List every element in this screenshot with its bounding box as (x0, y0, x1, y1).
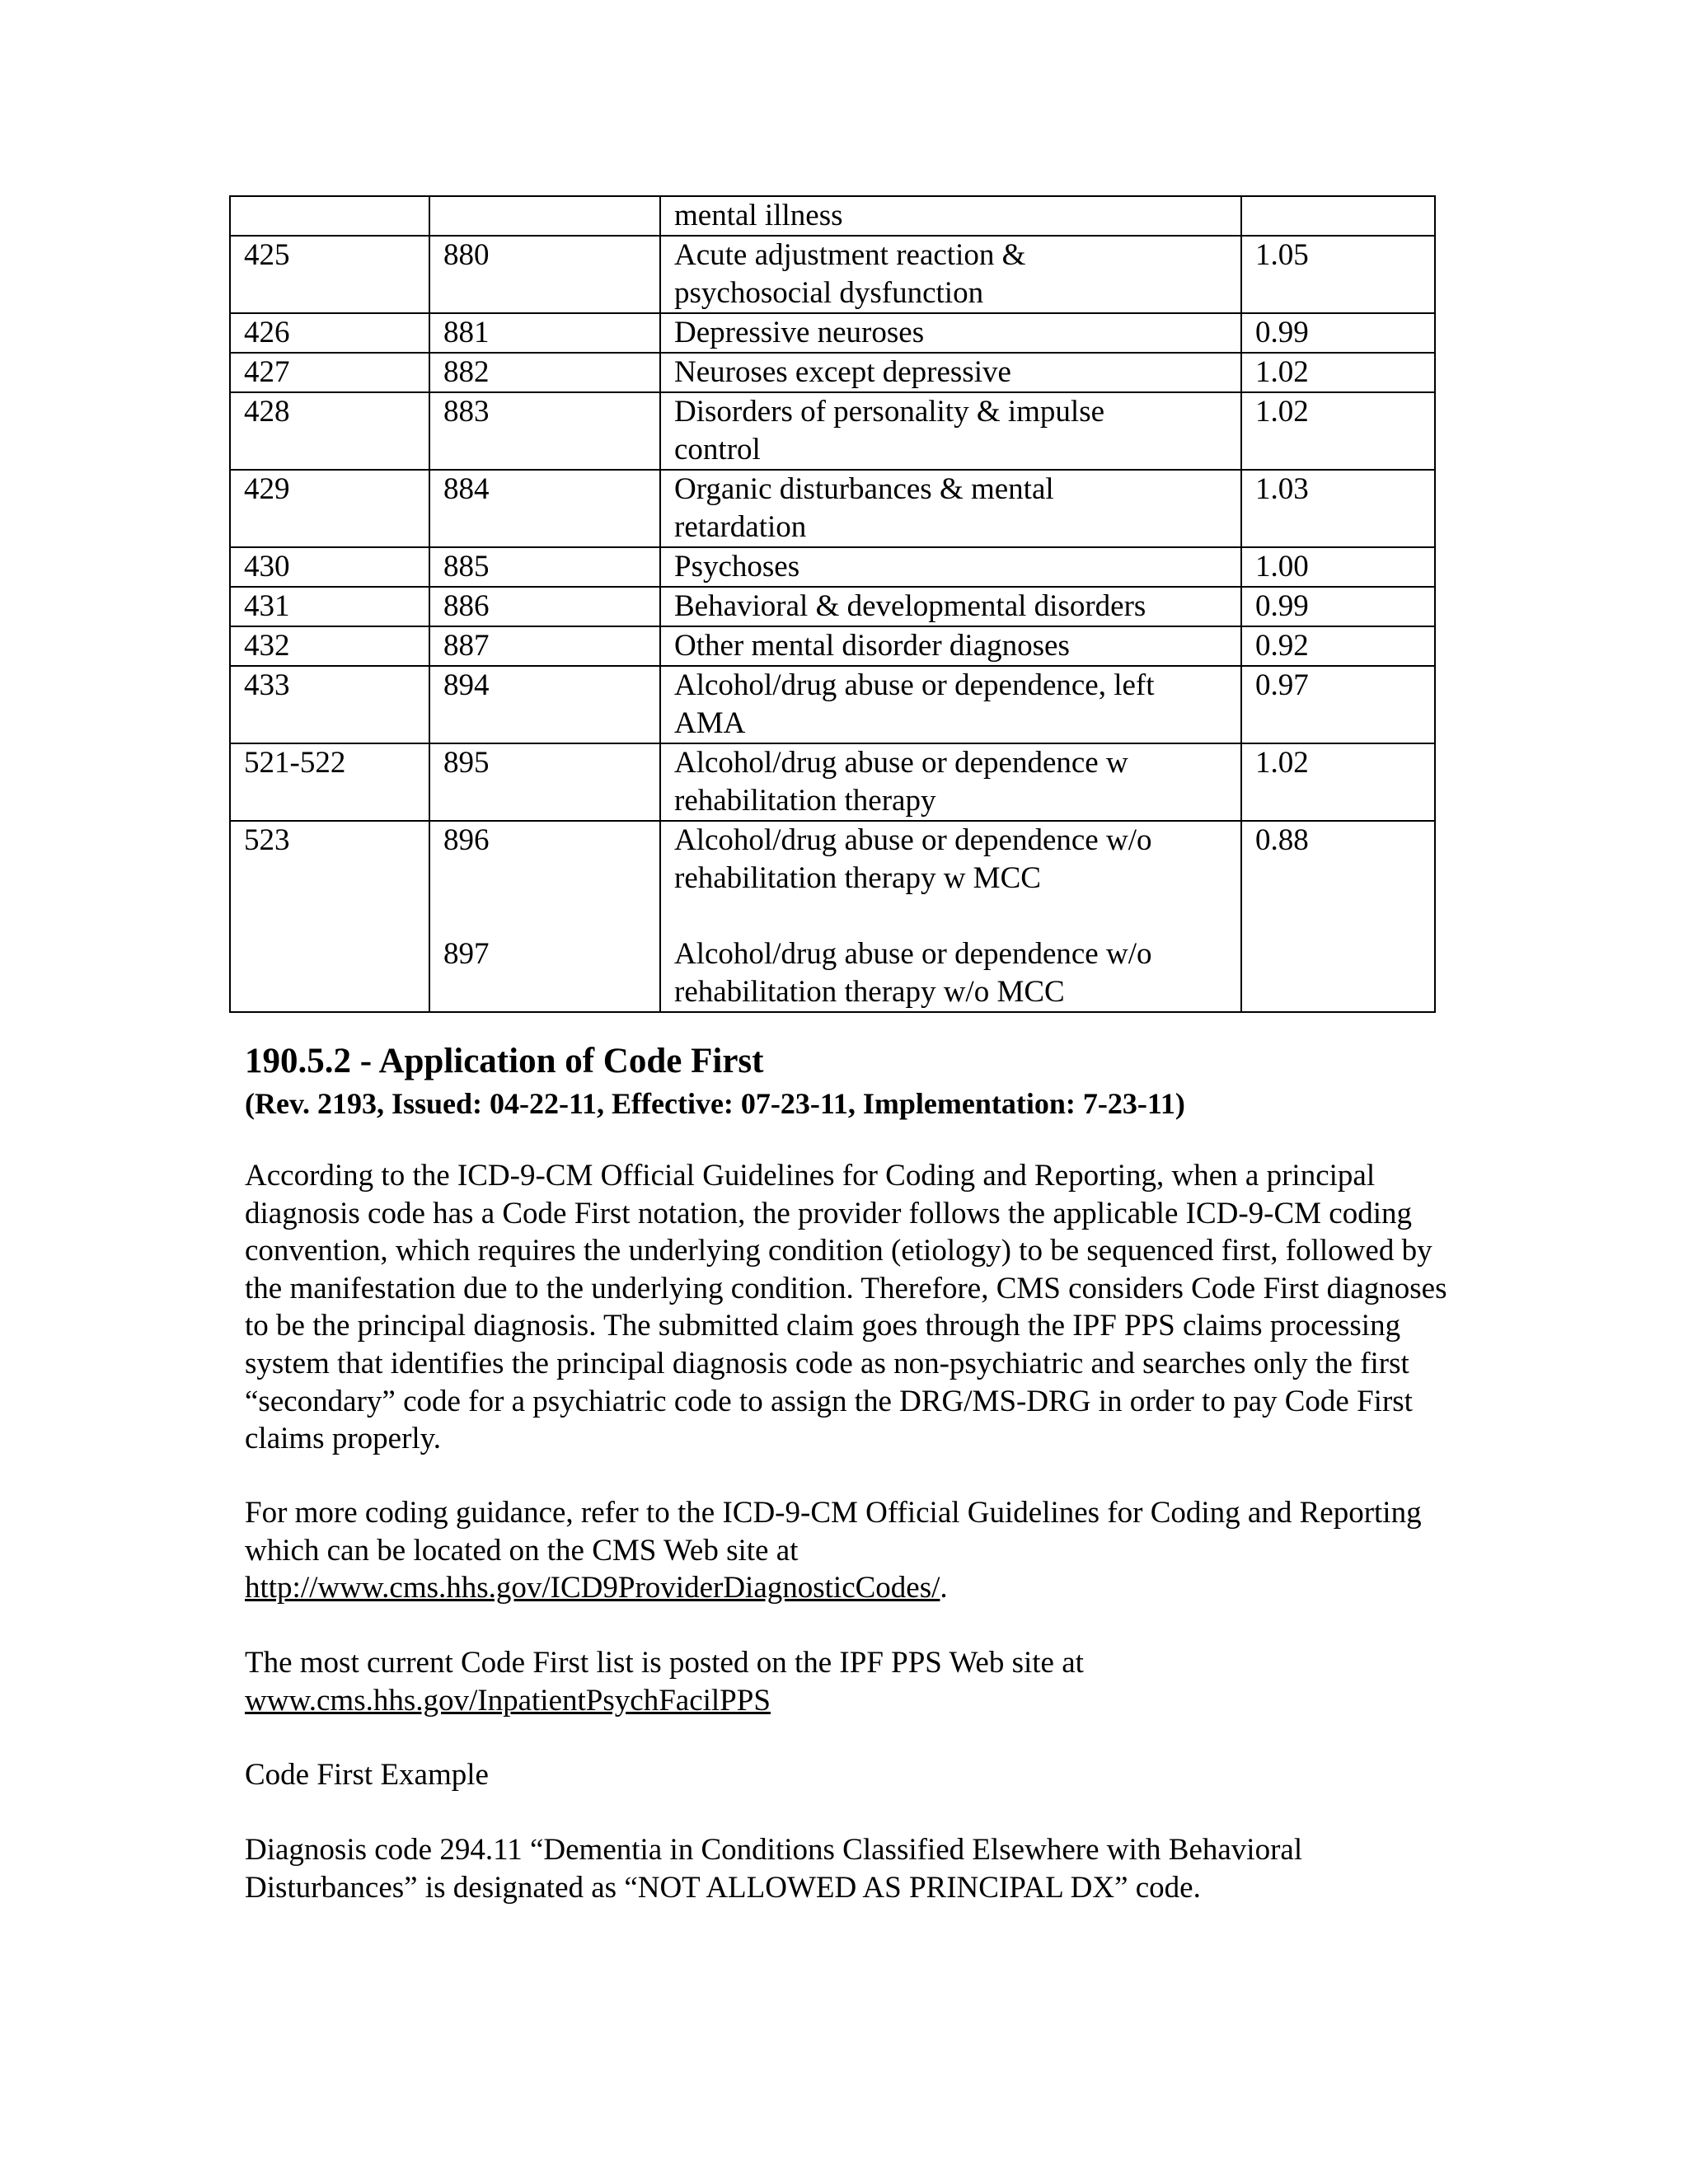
drg-description: Behavioral & developmental disorders (674, 589, 1146, 623)
adjustment-factor-cell: 0.97 (1241, 666, 1435, 743)
paragraph-code-first-list (245, 1644, 1448, 1719)
paragraph-text: For more coding guidance, refer to the ICD-9-CM Official Guidelines for Coding and Reporting which can be located on the CMS Web site at (245, 1496, 1422, 1568)
spacer (443, 509, 659, 546)
ms-drg-code: 884 (443, 472, 490, 506)
paragraph-code-first-guidelines: According to the ICD-9-CM Official Guidelines for Coding and Reporting, when a principal diagnosis code has a Code First notation, the provider follows the applicable ICD-9-CM coding convention, which requires the underlying condition (etiology) to be sequenced first, followed by the manifestation due to the underlying condition. Therefore, CMS considers Code First diagnoses to be the principal diagnosis. The submitted claim goes through the IPF PPS claims processing system that identifies the principal diagnosis code as non-psychiatric and searches only the first “secondary” code for a psychiatric code to assign the DRG/MS-DRG in order to pay Code First claims properly. (245, 1159, 1447, 1456)
ms-drg-cell (429, 547, 660, 587)
ms-drg-cell (429, 392, 660, 470)
drg-description: Organic disturbances & mental retardation (674, 472, 1054, 544)
ipf-code-cell: 425 (230, 236, 429, 313)
ms-drg-cell (429, 470, 660, 547)
spacer (443, 782, 659, 820)
ms-drg-cell (429, 587, 660, 626)
table-row (230, 743, 1435, 821)
ms-drg-code: 882 (443, 355, 490, 389)
drg-description: Disorders of personality & impulse control (674, 395, 1105, 466)
ipf-code-cell: 433 (230, 666, 429, 743)
ms-drg-code: 883 (443, 395, 490, 429)
drg-description: Depressive neuroses (674, 316, 925, 349)
description-cell (660, 392, 1241, 470)
drg-adjustment-table (229, 195, 1436, 1013)
ipf-code-cell: 426 (230, 313, 429, 353)
spacer (443, 973, 659, 1011)
description-cell (660, 547, 1241, 587)
spacer (674, 898, 1240, 935)
table-row (230, 236, 1435, 313)
ipf-code-cell: 430 (230, 547, 429, 587)
drg-description: Other mental disorder diagnoses (674, 629, 1070, 663)
ipf-code-cell: 428 (230, 392, 429, 470)
drg-description: Alcohol/drug abuse or dependence, left AMA (674, 668, 1155, 740)
drg-description: Alcohol/drug abuse or dependence w/o rehabilitation therapy w/o MCC (674, 937, 1152, 1009)
table-row (230, 470, 1435, 547)
adjustment-factor-cell: 1.02 (1241, 743, 1435, 821)
ms-drg-code: 886 (443, 589, 490, 623)
spacer (443, 898, 659, 935)
paragraph-tail: . (940, 1571, 948, 1605)
description-cell (660, 313, 1241, 353)
table-row (230, 392, 1435, 470)
drg-description: Psychoses (674, 550, 800, 583)
ipf-code-cell: 521-522 (230, 743, 429, 821)
ipf-code-cell (230, 196, 429, 236)
ipf-code-cell: 431 (230, 587, 429, 626)
paragraph-example-diagnosis: Diagnosis code 294.11 “Dementia in Conditions Classified Elsewhere with Behavioral Disturbances” is designated as “NOT ALLOWED AS PRINCIPAL DX” code. (245, 1833, 1303, 1905)
ipf-code-cell: 427 (230, 353, 429, 392)
revision-line: (Rev. 2193, Issued: 04-22-11, Effective: 07-23-11, Implementation: 7-23-11) (245, 1087, 1185, 1120)
icd9-guidelines-link[interactable]: http://www.cms.hhs.gov/ICD9ProviderDiagnosticCodes/ (245, 1571, 940, 1605)
paragraph-example-title: Code First Example (245, 1758, 489, 1792)
drg-description: Alcohol/drug abuse or dependence w rehabilitation therapy (674, 746, 1128, 818)
spacer (443, 274, 659, 312)
ms-drg-cell (429, 353, 660, 392)
table-row (230, 547, 1435, 587)
adjustment-factor-cell: 0.99 (1241, 313, 1435, 353)
description-cell (660, 587, 1241, 626)
ms-drg-code: 896 (443, 823, 490, 857)
drg-description: Acute adjustment reaction & psychosocial dysfunction (674, 238, 1026, 310)
ms-drg-cell (429, 743, 660, 821)
spacer (443, 431, 659, 469)
table-row (230, 626, 1435, 666)
adjustment-factor-cell: 1.03 (1241, 470, 1435, 547)
ipf-pps-website-link[interactable]: www.cms.hhs.gov/InpatientPsychFacilPPS (245, 1683, 771, 1718)
description-cell (660, 743, 1241, 821)
description-cell (660, 196, 1241, 236)
adjustment-factor-cell: 0.88 (1241, 821, 1435, 1012)
paragraph-text: The most current Code First list is posted on the IPF PPS Web site at (245, 1646, 1084, 1680)
table-body (230, 196, 1435, 1012)
table-row (230, 196, 1435, 236)
table-row (230, 313, 1435, 353)
spacer (443, 705, 659, 743)
ms-drg-code: 895 (443, 746, 490, 780)
description-cell (660, 821, 1241, 1012)
drg-description: Alcohol/drug abuse or dependence w/o rehabilitation therapy w MCC (674, 823, 1152, 895)
description-cell (660, 470, 1241, 547)
description-cell (660, 353, 1241, 392)
drg-description: Neuroses except depressive (674, 355, 1011, 389)
ipf-code-cell: 429 (230, 470, 429, 547)
table-row (230, 666, 1435, 743)
ipf-code-cell: 523 (230, 821, 429, 1012)
adjustment-factor-cell: 0.99 (1241, 587, 1435, 626)
ms-drg-code: 894 (443, 668, 490, 702)
ms-drg-cell (429, 666, 660, 743)
table-row (230, 821, 1435, 1012)
adjustment-factor-cell (1241, 196, 1435, 236)
ms-drg-cell (429, 821, 660, 1012)
ms-drg-code: 887 (443, 629, 490, 663)
adjustment-factor-cell: 0.92 (1241, 626, 1435, 666)
ms-drg-code: 880 (443, 238, 490, 272)
description-cell (660, 626, 1241, 666)
paragraph-coding-guidance (245, 1494, 1448, 1607)
ms-drg-code: 897 (443, 937, 490, 971)
ms-drg-cell (429, 313, 660, 353)
adjustment-factor-cell: 1.02 (1241, 392, 1435, 470)
section-heading: 190.5.2 - Application of Code First (245, 1042, 764, 1080)
ms-drg-code: 881 (443, 316, 490, 349)
table-row (230, 587, 1435, 626)
ms-drg-cell (429, 236, 660, 313)
description-cell (660, 666, 1241, 743)
adjustment-factor-cell: 1.02 (1241, 353, 1435, 392)
adjustment-factor-cell: 1.00 (1241, 547, 1435, 587)
ipf-code-cell: 432 (230, 626, 429, 666)
table-row (230, 353, 1435, 392)
ms-drg-cell (429, 626, 660, 666)
drg-description: mental illness (674, 199, 843, 232)
ms-drg-code: 885 (443, 550, 490, 583)
description-cell (660, 236, 1241, 313)
adjustment-factor-cell: 1.05 (1241, 236, 1435, 313)
ms-drg-cell (429, 196, 660, 236)
spacer (443, 860, 659, 898)
